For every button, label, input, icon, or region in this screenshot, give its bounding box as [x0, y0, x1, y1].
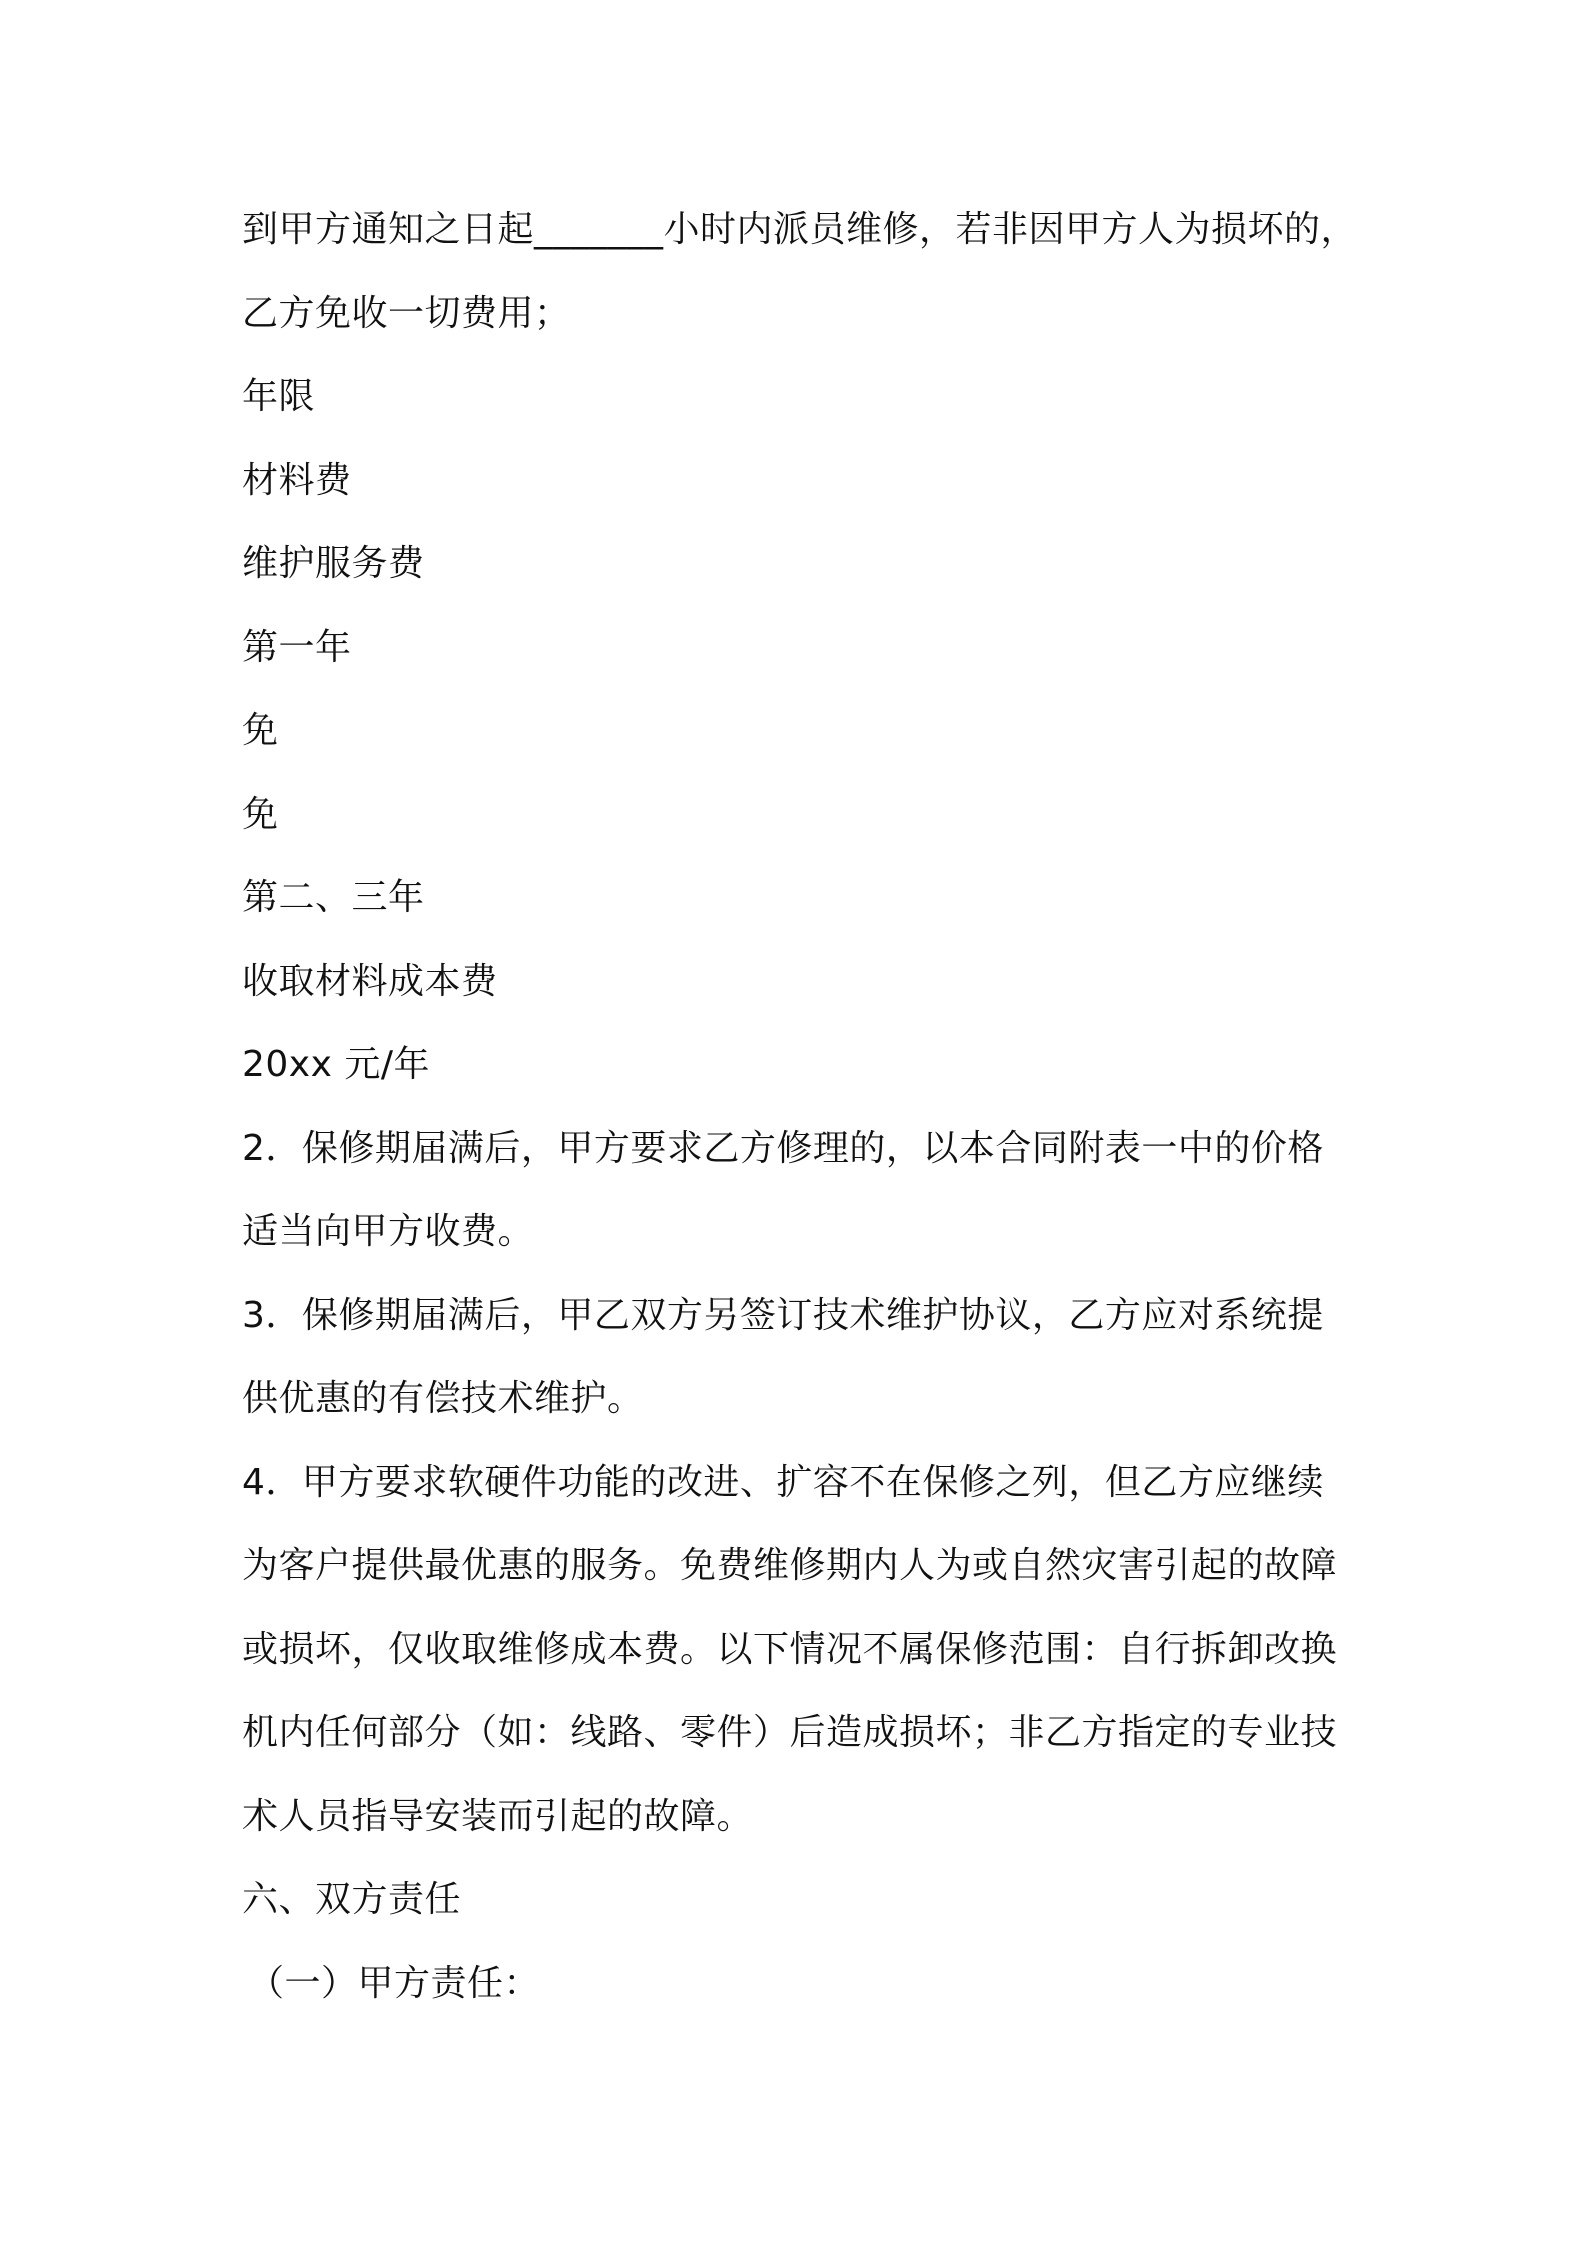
text-line: 乙方免收一切费用；	[242, 292, 571, 334]
subsection-heading: （一）甲方责任：	[248, 1962, 541, 2004]
table-cell-service-price: 20xx 元/年	[242, 1044, 430, 1085]
clause-4-line: 术人员指导安装而引起的故障。	[242, 1795, 754, 1837]
clause-4-line: 或损坏，仅收取维修成本费。以下情况不属保修范围：自行拆卸改换	[242, 1628, 1338, 1670]
clause-4-line: 为客户提供最优惠的服务。免费维修期内人为或自然灾害引起的故障	[242, 1545, 1338, 1586]
clause-2-line: 适当向甲方收费。	[242, 1211, 535, 1252]
table-cell-year-one: 第一年	[242, 626, 352, 668]
text-line: 到甲方通知之日起_______小时内派员维修，若非因甲方人为损坏的，	[242, 209, 1358, 250]
table-cell-year-two-three: 第二、三年	[242, 877, 425, 918]
clause-3-line: 3．保修期届满后，甲乙双方另签订技术维护协议，乙方应对系统提	[242, 1294, 1324, 1336]
clause-4-line: 4．甲方要求软硬件功能的改进、扩容不在保修之列，但乙方应继续	[242, 1461, 1324, 1503]
section-heading: 六、双方责任	[242, 1879, 462, 1920]
table-cell-header-material-fee: 材料费	[242, 459, 352, 501]
table-cell-material-cost: 收取材料成本费	[242, 960, 498, 1002]
clause-4-line: 机内任何部分（如：线路、零件）后造成损坏；非乙方指定的专业技	[242, 1712, 1338, 1753]
table-cell-header-service-fee: 维护服务费	[242, 543, 425, 584]
clause-2-line: 2．保修期届满后，甲方要求乙方修理的，以本合同附表一中的价格	[242, 1127, 1324, 1169]
document-body	[242, 198, 1362, 2035]
table-cell-free: 免	[242, 793, 279, 835]
table-cell-free: 免	[242, 710, 279, 751]
table-cell-header-years: 年限	[242, 376, 316, 417]
clause-3-line: 供优惠的有偿技术维护。	[242, 1378, 644, 1419]
